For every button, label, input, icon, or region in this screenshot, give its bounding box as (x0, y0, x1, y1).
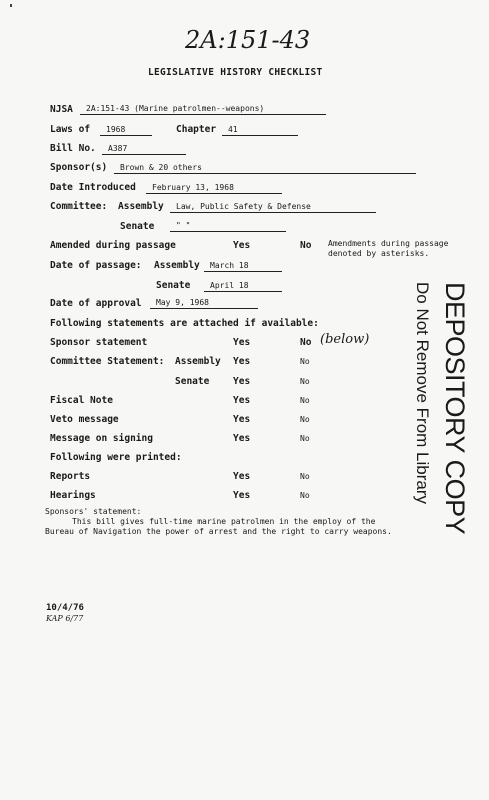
printed-hearings-no: No (300, 491, 310, 500)
statement-veto-label: Veto message (50, 414, 119, 425)
statement-signing-no: No (300, 434, 310, 443)
passage-assembly-value: March 18 (204, 261, 282, 272)
printed-reports-label: Reports (50, 471, 91, 482)
sponsor-statement-heading: Sponsors' statement: (45, 507, 142, 516)
sponsor-statement-line1: This bill gives full-time marine patrolmen in the employ of the (72, 517, 376, 526)
passage-label: Date of passage: (50, 260, 142, 271)
laws-label: Laws of (50, 124, 91, 135)
statement-committee-senate-yes: Yes (233, 376, 251, 387)
passage-senate-label: Senate (156, 280, 191, 291)
passage-assembly-label: Assembly (154, 260, 200, 271)
amended-yes: Yes (233, 240, 251, 251)
statement-committee-assembly-no: No (300, 357, 310, 366)
printed-hearings-label: Hearings (50, 490, 96, 501)
footer-date: 10/4/76 (46, 603, 84, 613)
committee-senate-value: " " (170, 221, 286, 232)
date-introduced-label: Date Introduced (50, 182, 136, 193)
bill-value: A387 (102, 144, 186, 155)
sponsor-statement-line2: Bureau of Navigation the power of arrest and the right to carry weapons. (45, 527, 392, 536)
printed-hearings-yes: Yes (233, 490, 251, 501)
statement-committee-label: Committee Statement: (50, 356, 165, 367)
statements-heading: Following statements are attached if available: (50, 318, 319, 329)
depository-stamp-line2: Do Not Remove From Library (413, 282, 432, 505)
committee-assembly-label: Assembly (118, 201, 164, 212)
chapter-value: 41 (222, 125, 298, 136)
date-introduced-value: February 13, 1968 (146, 183, 282, 194)
njsa-label: NJSA (50, 104, 73, 115)
corner-mark (10, 4, 12, 7)
statement-committee-senate-label: Senate (175, 376, 210, 387)
printed-reports-no: No (300, 472, 310, 481)
statement-sponsor-label: Sponsor statement (50, 337, 148, 348)
printed-reports-yes: Yes (233, 471, 251, 482)
approval-value: May 9, 1968 (150, 298, 258, 309)
bill-label: Bill No. (50, 143, 96, 154)
depository-stamp-line1: DEPOSITORY COPY (440, 282, 470, 535)
statement-committee-assembly-yes: Yes (233, 356, 251, 367)
approval-label: Date of approval (50, 298, 142, 309)
amended-label: Amended during passage (50, 240, 176, 251)
statement-veto-no: No (300, 415, 310, 424)
laws-value: 1968 (100, 125, 152, 136)
committee-assembly-value: Law, Public Safety & Defense (170, 202, 376, 213)
page-title: LEGISLATIVE HISTORY CHECKLIST (148, 67, 323, 78)
statement-sponsor-yes: Yes (233, 337, 251, 348)
statement-committee-assembly-label: Assembly (175, 356, 221, 367)
chapter-label: Chapter (176, 124, 217, 135)
statement-veto-yes: Yes (233, 414, 251, 425)
amended-note-line2: denoted by asterisks. (328, 249, 430, 258)
sponsor-value: Brown & 20 others (114, 163, 416, 174)
statement-fiscal-yes: Yes (233, 395, 251, 406)
statement-fiscal-no: No (300, 396, 310, 405)
amended-no: No (300, 240, 312, 251)
footer-initials: KAP 6/77 (46, 614, 84, 623)
statement-signing-label: Message on signing (50, 433, 153, 444)
statement-committee-senate-no: No (300, 377, 310, 386)
passage-senate-value: April 18 (204, 281, 282, 292)
committee-label: Committee: (50, 201, 108, 212)
printed-heading: Following were printed: (50, 452, 182, 463)
njsa-value: 2A:151-43 (Marine patrolmen--weapons) (80, 104, 326, 115)
statement-fiscal-label: Fiscal Note (50, 395, 113, 406)
amended-note-line1: Amendments during passage (328, 239, 449, 248)
statement-sponsor-annotation: (below) (320, 332, 370, 347)
statement-sponsor-no: No (300, 337, 312, 348)
handwritten-number: 2A:151-43 (185, 26, 311, 54)
statement-signing-yes: Yes (233, 433, 251, 444)
committee-senate-label: Senate (120, 221, 155, 232)
sponsor-label: Sponsor(s) (50, 162, 108, 173)
